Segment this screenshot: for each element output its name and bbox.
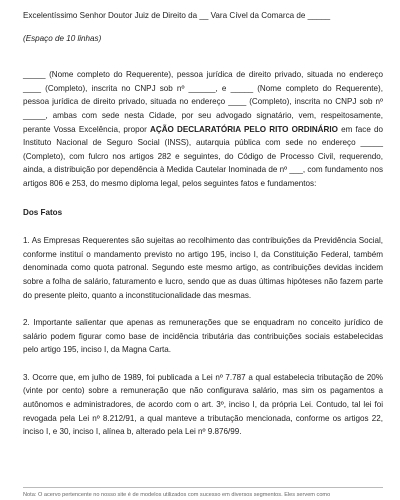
fact-paragraph-2: 2. Importante salientar que apenas as remunerações que se enquadram no conceito jurídico de salário podem figurar como base de incidência tributária das contribuições sociais estabelecidas pelo artigo 195, inciso I, da Magna Carta. (23, 318, 383, 355)
section-heading: Dos Fatos (23, 207, 63, 217)
footnote-label: Nota: (23, 492, 37, 498)
intro-text-part1: _____ (Nome completo do Requerente), pessoa jurídica de direito privado, situada no endereço ____ (Completo), inscrita no CNPJ sob nº ______, e _____ (Nome completo do Requerente), pessoa jurídica de direito privado, situada no endereço ____ (Completo), inscrita no CNPJ sob nº _____, ambas com sede nesta Cidade, por seu advogado signatário, vem, respeitosamente, perante Vossa Excelência, propor (23, 70, 383, 134)
footnote-text: O acervo pertencente no nosso site é de modelos utilizados com sucesso em diversos segmentos. Eles servem como (37, 492, 331, 498)
fact-paragraph-3: 3. Ocorre que, em julho de 1989, foi publicada a Lei nº 7.787 a qual estabelecia tributação de 20% (vinte por cento) sobre a remuneração que não configurava salário, mas sim os pagamentos a autônomos e administradores, de acordo com o art. 3º, inciso I, da própria Lei. Contudo, tal lei foi revogada pela Lei nº 8.212/91, a qual manteve a tributação mencionada, conforme os artigos 22, inciso I, e 30, inciso I, alínea b, alterado pela Lei nº 9.876/99. (23, 372, 383, 437)
fact-paragraph-1: 1. As Empresas Requerentes são sujeitas ao recolhimento das contribuições da Previdência Social, conforme instituí o mandamento previsto no artigo 195, inciso I, da Constituição Federal, também denominada como quota patronal. Segundo este mesmo artigo, as contribuições devidas incidem sobre a folha de salário, faturamento e lucro, sendo que as duas últimas hipóteses não fazem parte do presente pleito, quanto a inconstitucionalidade das mesmas. (23, 236, 383, 300)
intro-paragraph (23, 68, 383, 190)
space-note: (Espaço de 10 linhas) (23, 33, 102, 43)
footnote (23, 487, 383, 499)
intro-text-part2: em face do Instituto Nacional de Seguro Social (INSS), autarquia pública com sede no endereço _____ (Completo), com fulcro nos artigos 282 e seguintes, do Código de Processo Civil, requerendo, ainda, a distribuição por dependência à Medida Cautelar Inominada de nº ___, com fundamento nos artigos 806 e 253, do mesmo diploma legal, pelos seguintes fatos e fundamentos: (23, 124, 383, 188)
action-title: AÇÃO DECLARATÓRIA PELO RITO ORDINÁRIO (150, 124, 338, 134)
document-body (23, 9, 383, 453)
court-address-header: Excelentíssimo Senhor Doutor Juiz de Direito da __ Vara Cível da Comarca de _____ (23, 11, 331, 20)
